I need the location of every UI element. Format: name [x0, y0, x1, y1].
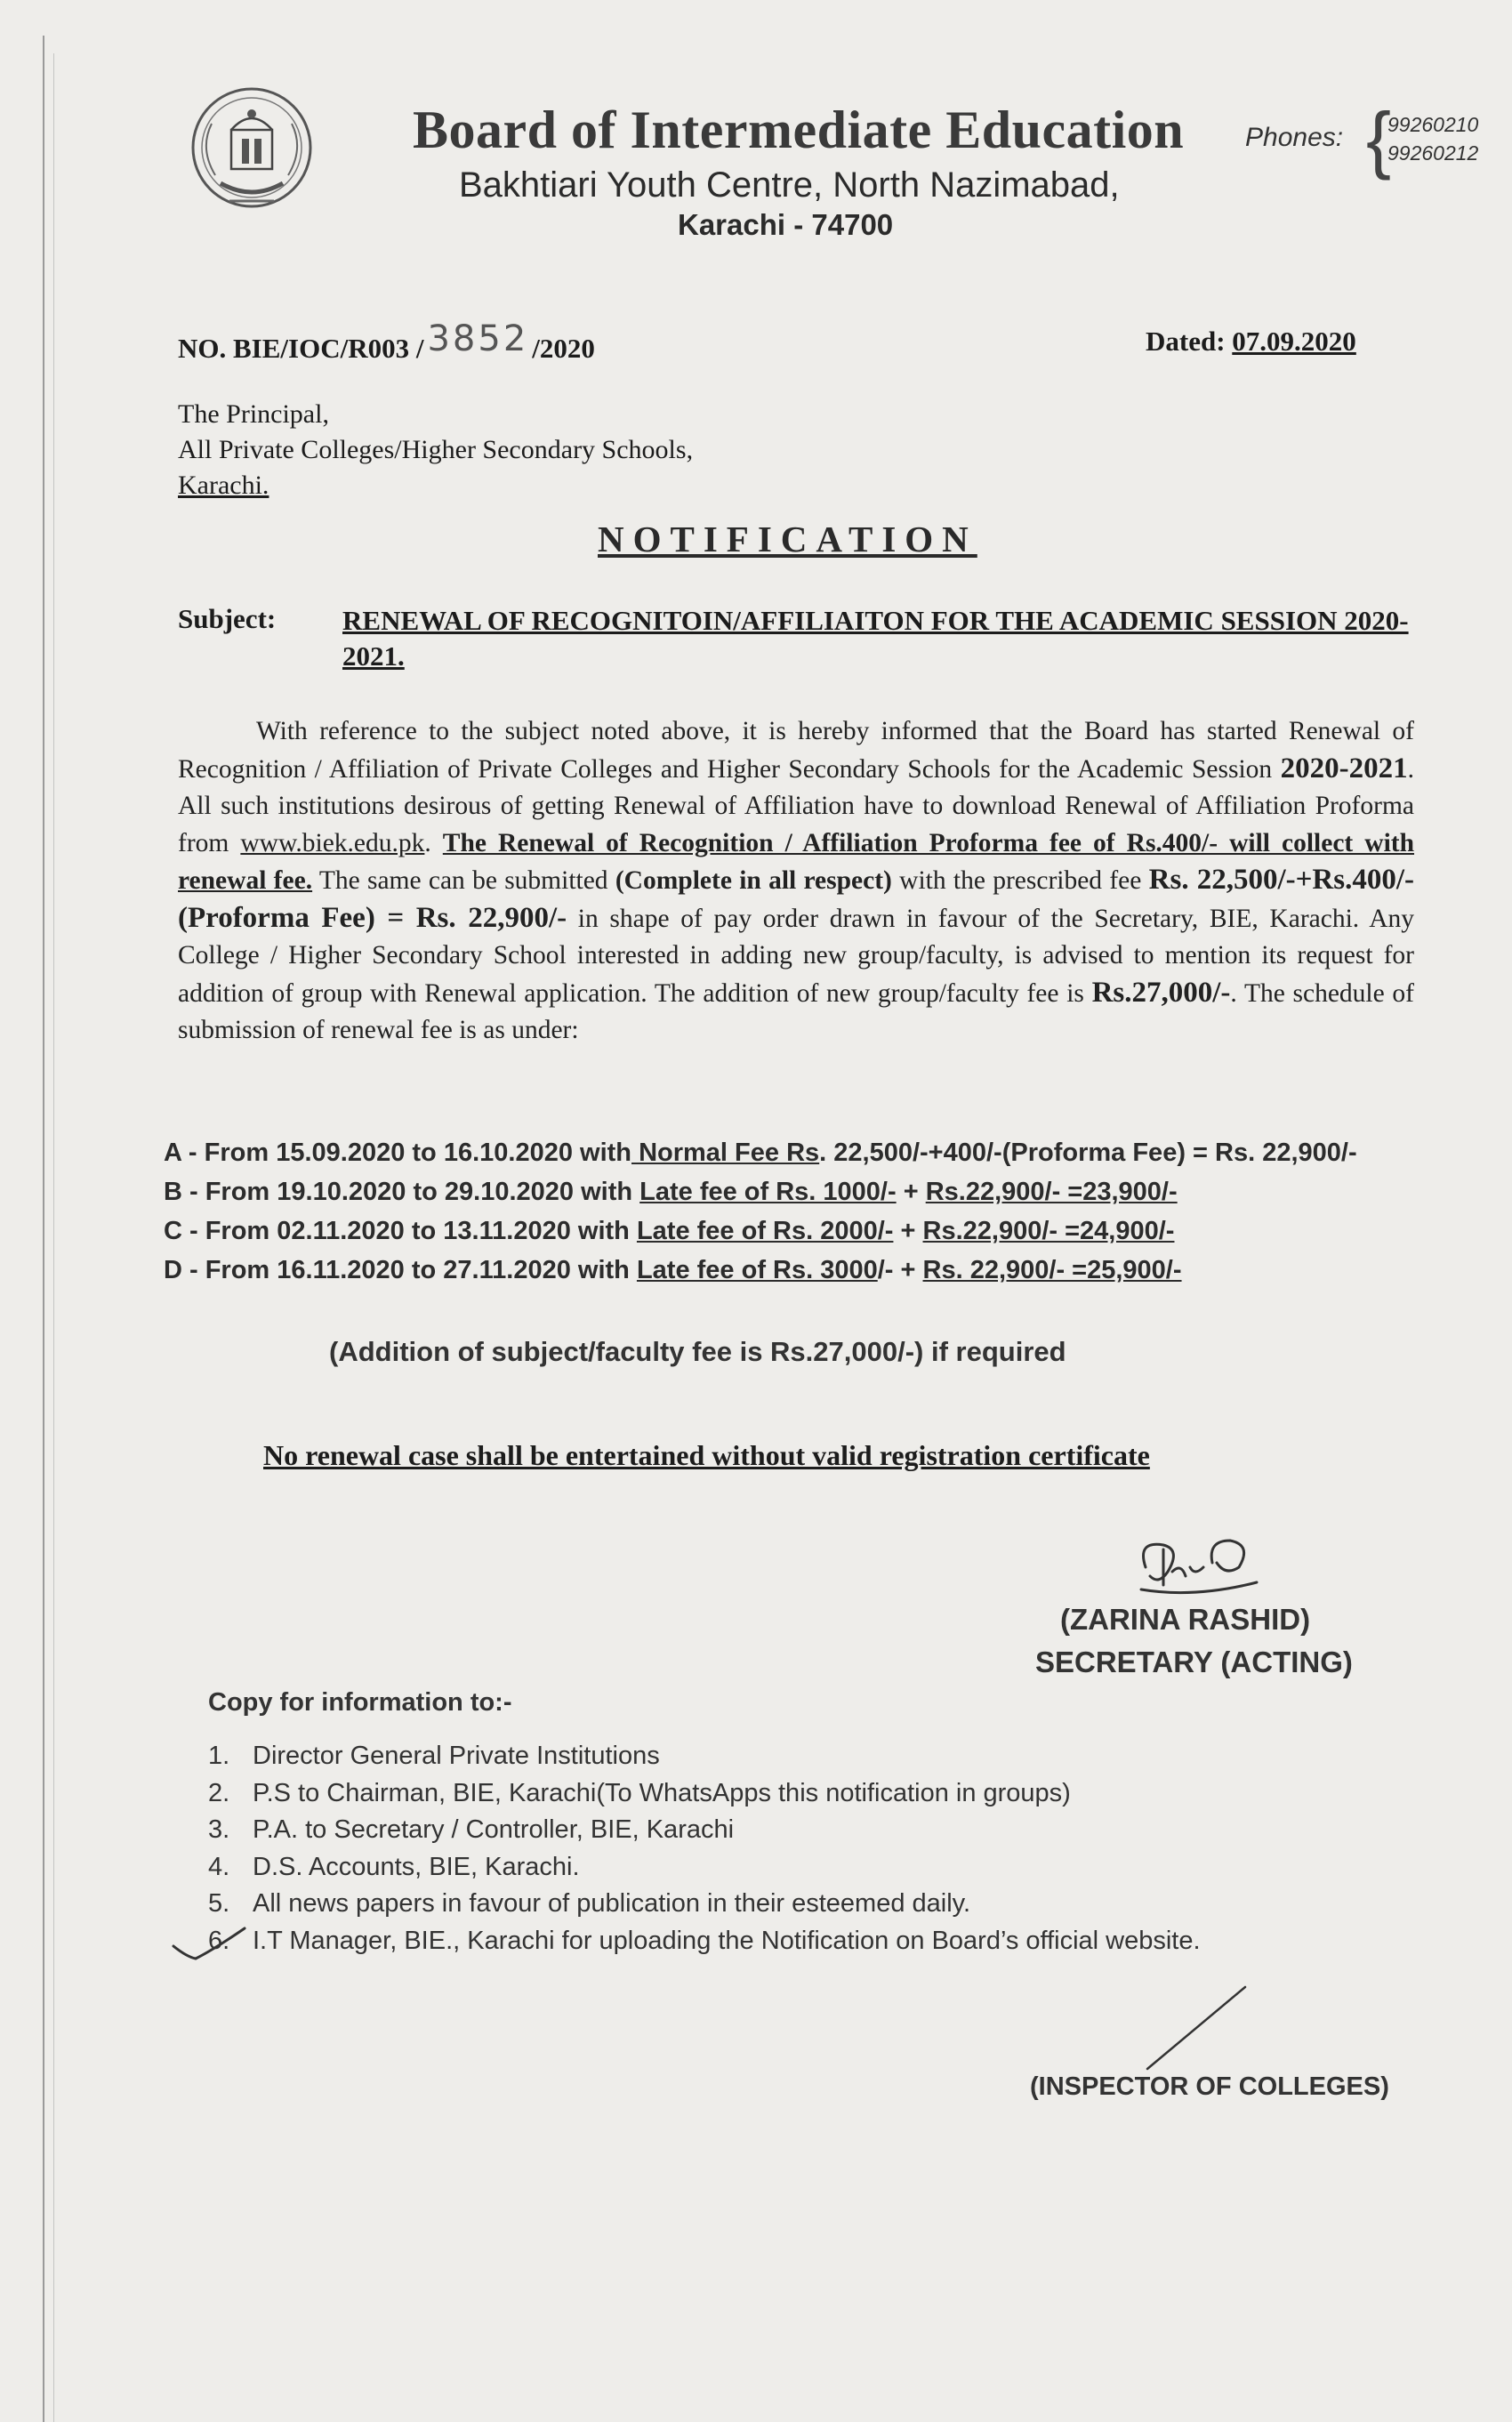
- reference-number: [178, 318, 595, 366]
- schedule-period: D - From 16.11.2020 to 27.11.2020 with: [164, 1256, 637, 1284]
- addressee-line: All Private Colleges/Higher Secondary Schools,: [178, 435, 694, 464]
- schedule-row-d: [164, 1256, 1453, 1285]
- schedule-total: Rs.22,900/- =24,900/-: [922, 1217, 1175, 1245]
- phone-number: 99260210: [1387, 113, 1479, 136]
- initial-slash-mark: [1130, 1980, 1263, 2078]
- list-item: 3. P.A. to Secretary / Controller, BIE, Karachi: [208, 1815, 735, 1844]
- notification-title: NOTIFICATION: [598, 519, 977, 559]
- complete-note: (Complete in all respect): [615, 866, 892, 895]
- dated-value: 07.09.2020: [1232, 326, 1356, 357]
- list-item: 6. I.T Manager, BIE., Karachi for uploading the Notification on Board’s official website.: [208, 1926, 1201, 1955]
- phone-number: 99260212: [1387, 141, 1479, 165]
- schedule-period: A - From 15.09.2020 to 16.10.2020 with: [164, 1139, 632, 1167]
- subject-label: Subject:: [178, 603, 277, 634]
- signature-mark: [1128, 1532, 1270, 1612]
- list-item: 2. P.S to Chairman, BIE, Karachi(To WhatsApps this notification in groups): [208, 1778, 1071, 1807]
- schedule-fee: Normal Fee Rs: [631, 1139, 820, 1167]
- schedule-row-c: [164, 1217, 1453, 1246]
- schedule-amount: . 22,500/-+400/-(Proforma Fee) = Rs. 22,900/-: [819, 1139, 1357, 1167]
- copy-heading: Copy for information to:-: [208, 1688, 512, 1717]
- schedule-plus: /- +: [877, 1256, 923, 1284]
- page-edge: [43, 36, 44, 2422]
- list-item: 4. D.S. Accounts, BIE, Karachi.: [208, 1852, 580, 1881]
- phones-list: [1387, 110, 1478, 167]
- proforma-note: The Renewal of Recognition / Affiliation Proforma fee of Rs.400/- will collect with renewal fee.: [178, 828, 1415, 895]
- addition-note: (Addition of subject/faculty fee is Rs.27,000/-) if required: [329, 1336, 1066, 1367]
- body-text: .: [424, 828, 431, 857]
- website-link[interactable]: www.biek.edu.pk: [240, 828, 425, 857]
- body-paragraph: [178, 713, 1414, 1050]
- schedule-fee: Late fee of Rs. 2000/-: [636, 1217, 894, 1245]
- body-text: with the prescribed fee: [899, 866, 1142, 895]
- ref-handwritten-number: 3852: [427, 318, 529, 359]
- addition-fee: Rs.27,000/-: [1091, 976, 1231, 1009]
- session-year: 2020-2021: [1280, 752, 1408, 785]
- page-edge-inner: [53, 53, 54, 2422]
- schedule-plus: +: [896, 1178, 926, 1206]
- schedule-fee: Late fee of Rs. 3000: [636, 1256, 878, 1284]
- signatory-title: SECRETARY (ACTING): [1035, 1646, 1353, 1678]
- addressee-block: [178, 397, 693, 503]
- fee-formula: Rs. 22,500/-+Rs.400/-(Proforma Fee) = Rs. 22,900/-: [178, 864, 1415, 934]
- ref-prefix: NO. BIE/IOC/R003 /: [178, 333, 424, 364]
- ref-suffix: /2020: [532, 333, 595, 364]
- signatory-name: (ZARINA RASHID): [1060, 1603, 1311, 1636]
- body-text: With reference to the subject noted above, it is hereby informed that the Board has started Renewal of Recognition / Affiliation of Private Colleges and Higher Secondary Schools for the Academic Session: [178, 717, 1414, 784]
- schedule-total: Rs.22,900/- =23,900/-: [925, 1178, 1178, 1206]
- list-item: 5. All news papers in favour of publication in their esteemed daily.: [208, 1889, 971, 1918]
- phones-label: Phones:: [1245, 123, 1344, 152]
- org-city: Karachi - 74700: [678, 208, 894, 241]
- inspector-of-colleges: (INSPECTOR OF COLLEGES): [1030, 2072, 1389, 2101]
- body-text: . The schedule of submission of renewal fee is as under:: [178, 978, 1414, 1044]
- no-renewal-note: No renewal case shall be entertained without valid registration certificate: [263, 1439, 1150, 1471]
- org-name: Board of Intermediate Education: [413, 101, 1185, 159]
- org-address: Bakhtiari Youth Centre, North Nazimabad,: [459, 165, 1120, 205]
- schedule-period: C - From 02.11.2020 to 13.11.2020 with: [164, 1217, 637, 1245]
- body-text: in shape of pay order drawn in favour of the Secretary, BIE, Karachi. Any College / Higher Secondary School interested in adding new group/faculty, is advised to mention its request for addition of group with Renewal application. The addition of new group/faculty fee is: [178, 904, 1415, 1008]
- schedule-fee: Late fee of Rs. 1000/-: [639, 1178, 897, 1206]
- phones-brace: {: [1366, 97, 1392, 181]
- body-text: The same can be submitted: [318, 866, 608, 895]
- schedule-plus: +: [893, 1217, 923, 1245]
- board-seal-logo: [176, 75, 327, 226]
- addressee-line: The Principal,: [178, 399, 329, 429]
- schedule-row-a: [164, 1139, 1453, 1168]
- dated-label: Dated:: [1146, 326, 1226, 357]
- handwritten-tick-mark: [169, 1921, 249, 1966]
- schedule-total: Rs. 22,900/- =25,900/-: [922, 1256, 1182, 1284]
- list-item: 1. Director General Private Institutions: [208, 1742, 660, 1770]
- schedule-row-b: [164, 1178, 1453, 1207]
- subject-text: RENEWAL OF RECOGNITOIN/AFFILIAITON FOR THE ACADEMIC SESSION 2020-2021.: [342, 605, 1409, 672]
- dated: [1146, 326, 1356, 358]
- addressee-line: Karachi.: [178, 471, 269, 500]
- schedule-period: B - From 19.10.2020 to 29.10.2020 with: [164, 1178, 640, 1206]
- body-text: . All such institutions desirous of getting Renewal of Affiliation have to download Renewal of Affiliation Proforma from: [178, 754, 1414, 857]
- copy-list: [208, 1738, 1201, 1959]
